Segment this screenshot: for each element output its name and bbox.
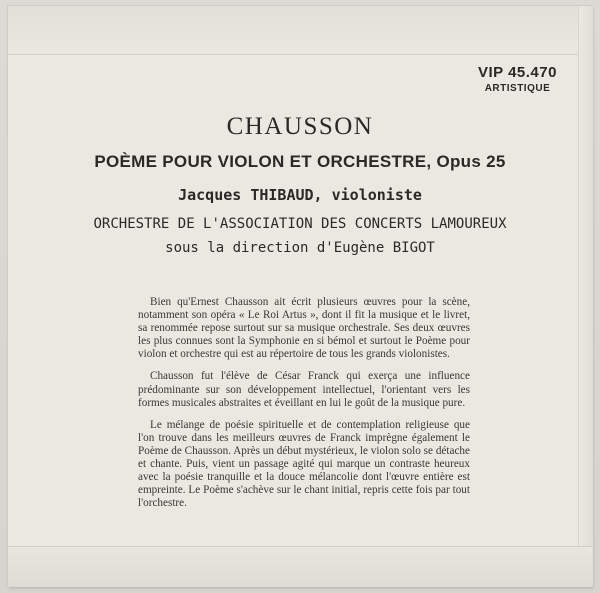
composer-title: CHAUSSON (226, 113, 374, 140)
liner-notes-paragraph: Le mélange de poésie spirituelle et de contemplation religieuse que l'on trouve dans les meilleurs œuvres de Franck imprègne également le Poème de Chausson. Après un début mystérieux, le violon solo se détache et chante. Puis, vient un passage agité qui marque un contraste heureux avec la poésie tranquille et la douce mélancolie dont l'œuvre entière est empreinte. Le Poème s'achève sur le chant initial, repris cette fois par tout l'orchestre. (138, 418, 470, 510)
work-title: POÈME POUR VIOLON ET ORCHESTRE, Opus 25 (94, 152, 506, 171)
catalog-label: ARTISTIQUE (484, 83, 551, 94)
catalog-number: VIP 45.470 (478, 64, 557, 81)
liner-notes-paragraph: Chausson fut l'élève de César Franck qui exerça une influence prédominante sur son développement intellectuel, l'orientant vers les formes musicales abstraites et éveillant en lui le goût de la musique pure. (138, 370, 470, 409)
orchestra-credit: ORCHESTRE DE L'ASSOCIATION DES CONCERTS LAMOUREUX (93, 216, 507, 232)
sleeve-top-flap (8, 6, 592, 55)
soloist-credit: Jacques THIBAUD, violoniste (178, 186, 422, 204)
liner-notes-paragraph: Bien qu'Ernest Chausson ait écrit plusieurs œuvres pour la scène, notamment son opéra « Le Roi Artus », dont il fit la musique et le livret, sa renommée repose surtout sur sa musique orchestrale. Ses deux œuvres les plus connues sont la Symphonie en si bémol et surtout le Poème pour violon et orchestre qui est au répertoire de tous les grands violonistes. (138, 296, 470, 361)
sleeve-right-flap (578, 6, 593, 586)
sleeve-bottom-flap (8, 546, 592, 587)
conductor-credit: sous la direction d'Eugène BIGOT (165, 240, 435, 256)
liner-notes (138, 296, 470, 519)
catalog-block (478, 64, 557, 94)
